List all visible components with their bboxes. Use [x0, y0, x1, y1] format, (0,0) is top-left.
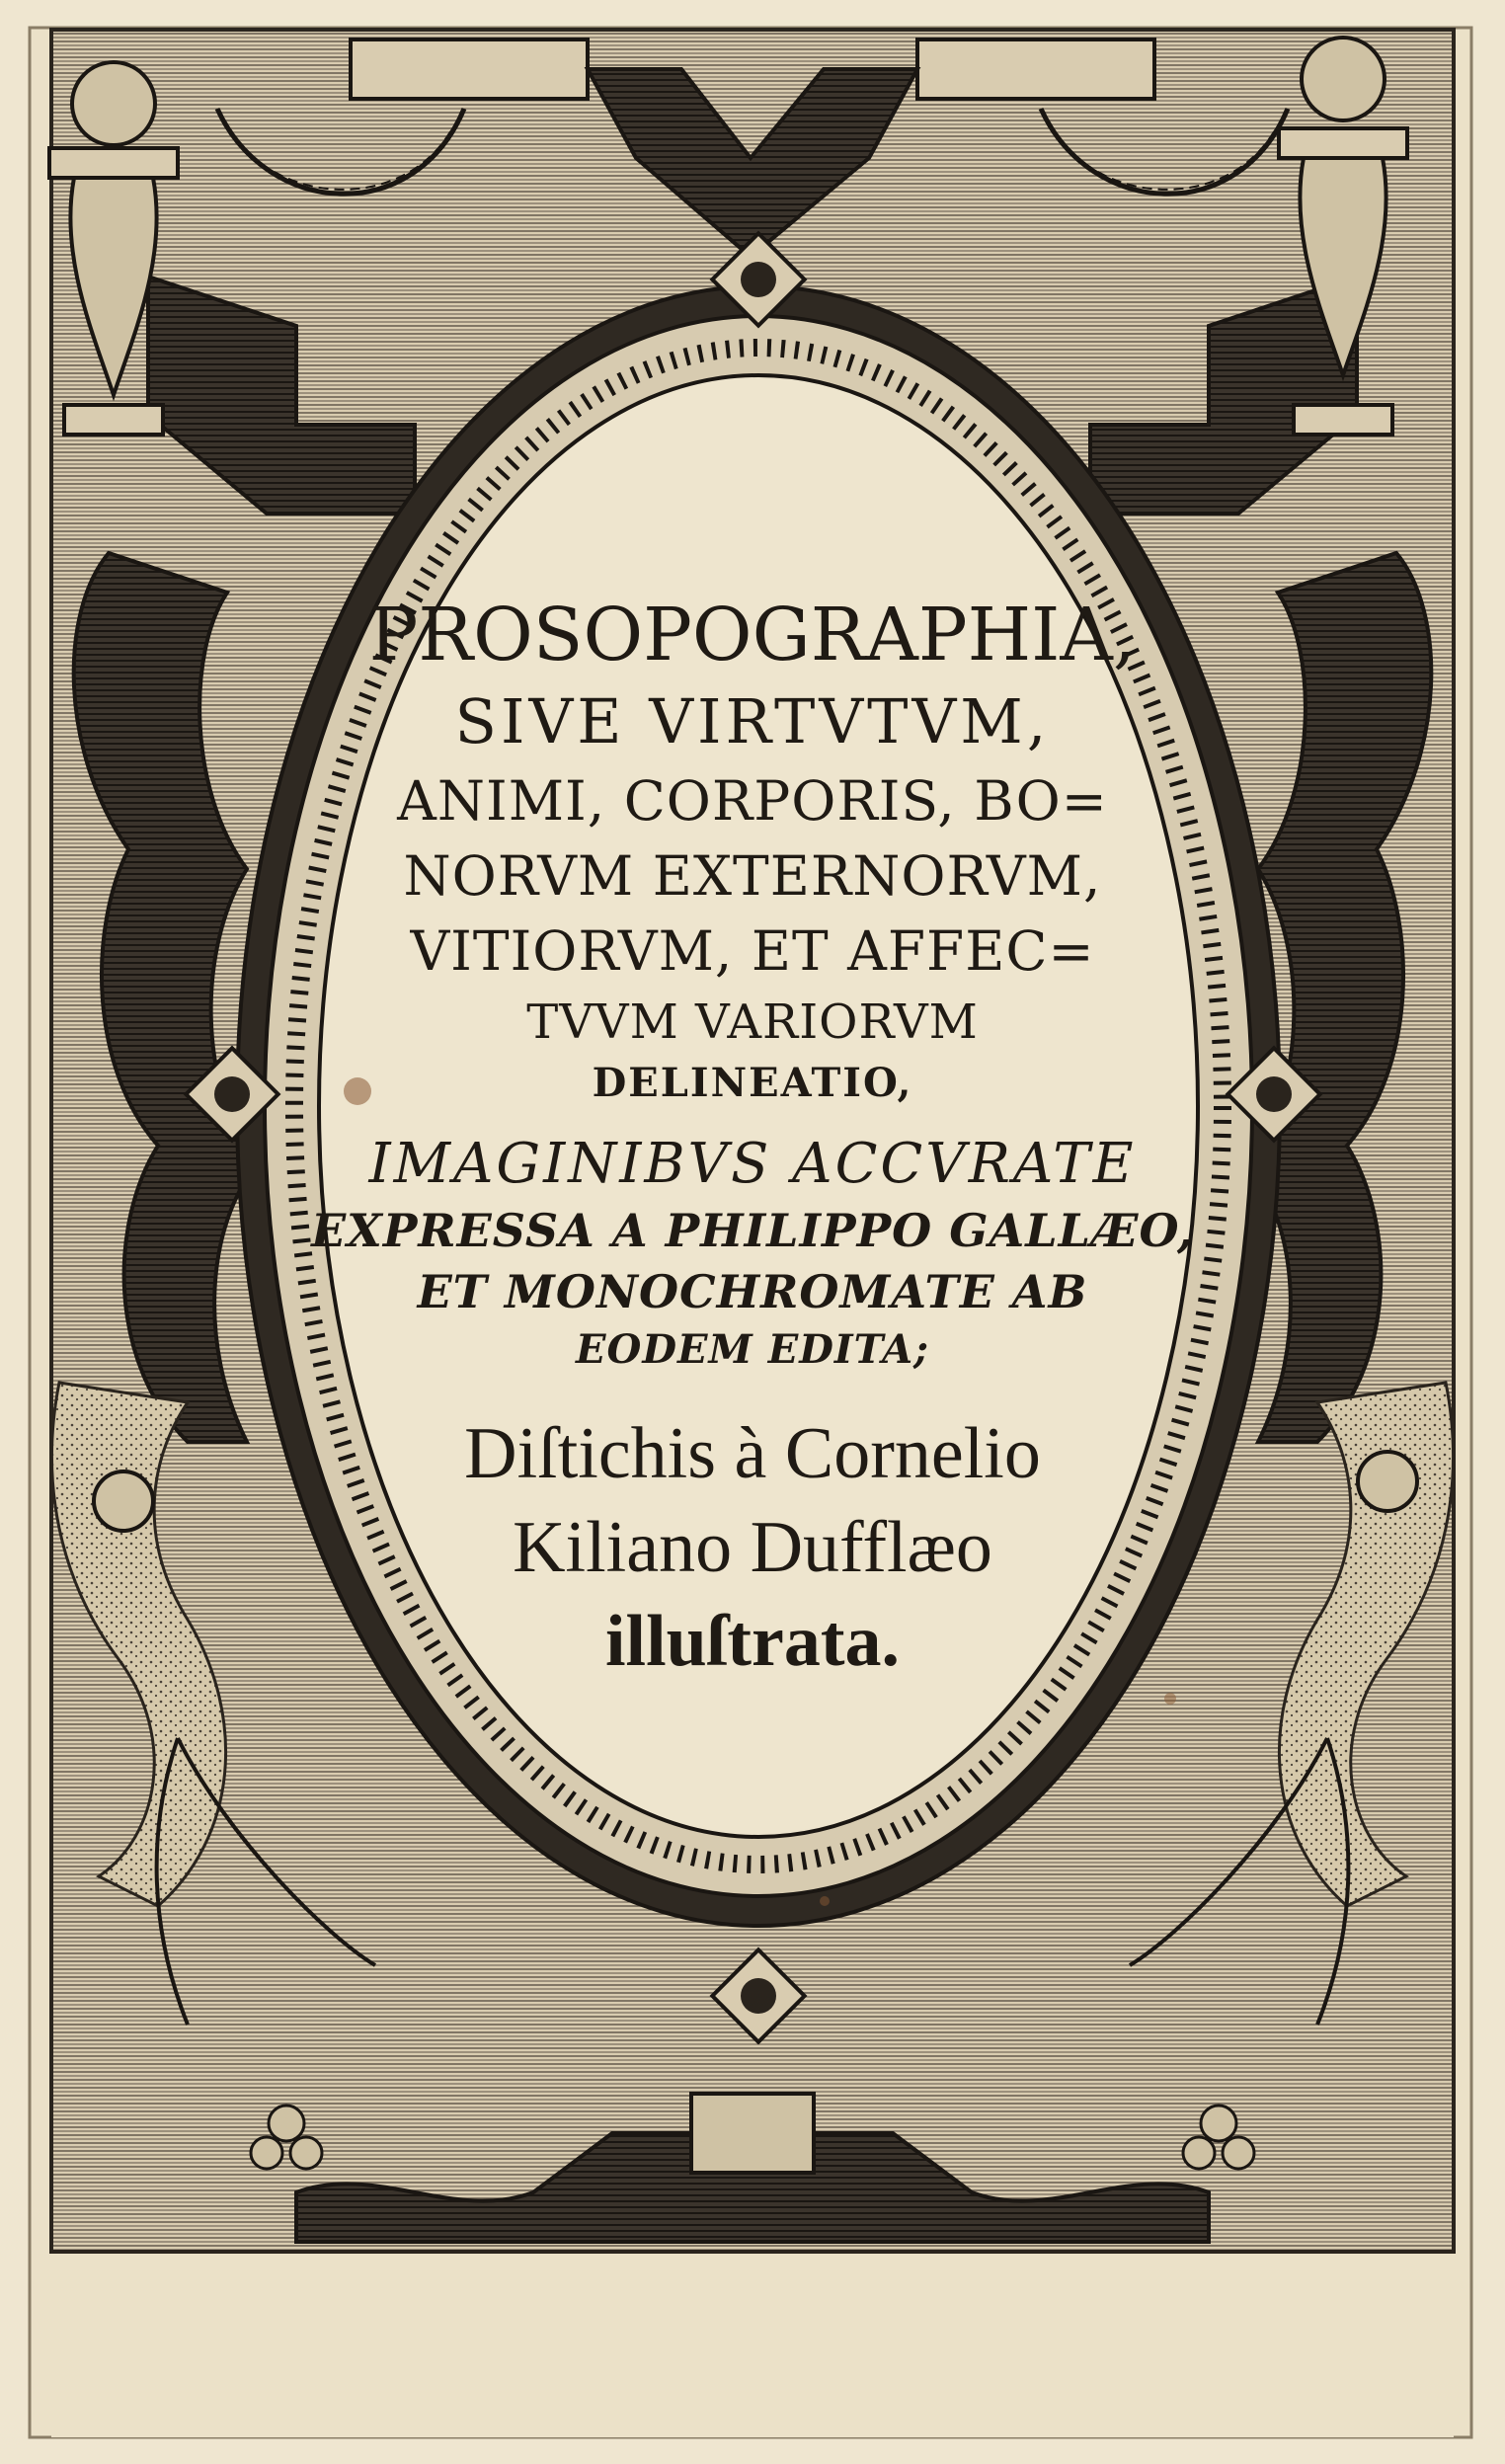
title-line-1: PROSOPOGRAPHIA,	[368, 593, 1137, 677]
title-line-3: ANIMI, CORPORIS, BO=	[397, 769, 1108, 833]
subtitle-line-3: ET MONOCHROMATE AB	[417, 1265, 1088, 1318]
credit-line-3: illuſtrata.	[604, 1601, 901, 1682]
credit-line-2: Kiliano Dufflæo	[513, 1507, 992, 1588]
subtitle-line-2: EXPRESSA A PHILIPPO GALLÆO,	[311, 1204, 1194, 1257]
subtitle-line-4: EODEM EDITA;	[576, 1326, 929, 1373]
title-line-7: DELINEATIO,	[592, 1060, 913, 1106]
title-line-4: NORVM EXTERNORVM,	[403, 844, 1102, 908]
title-line-2: SIVE VIRTVTVM,	[454, 685, 1051, 757]
title-text-block	[286, 593, 1219, 1738]
subtitle-line-1: IMAGINIBVS ACCVRATE	[368, 1132, 1137, 1196]
title-line-5: VITIORVM, ET AFFEC=	[410, 919, 1095, 983]
title-line-6: TVVM VARIORVM	[526, 994, 979, 1050]
credit-line-1: Diſtichis à Cornelio	[464, 1413, 1041, 1494]
